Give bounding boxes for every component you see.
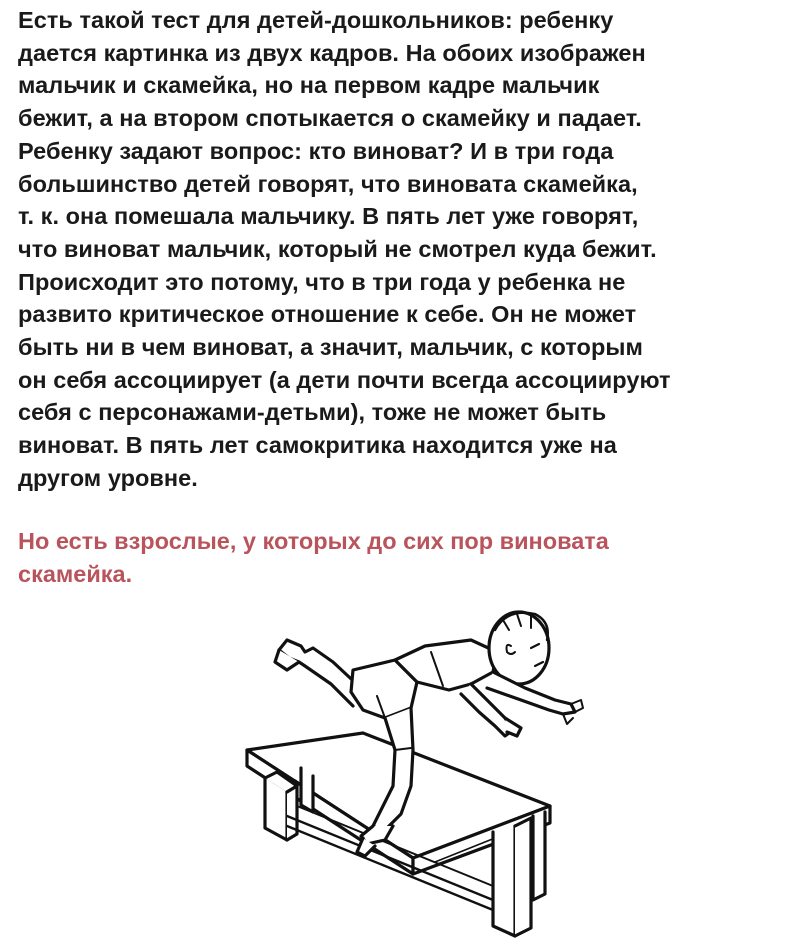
paragraph-line: быть ни в чем виноват, а значит, мальчик, с которым (18, 334, 643, 361)
paragraph-line: Ребенку задают вопрос: кто виноват? И в три года (18, 137, 614, 164)
article-paragraph (18, 4, 788, 495)
paragraph-line: другом уровне. (18, 464, 198, 491)
highlight-line: скамейка. (18, 561, 133, 587)
paragraph-line: Происходит это потому, что в три года у ребенка не (18, 268, 626, 295)
paragraph-line: виноват. В пять лет самокритика находится уже на (18, 432, 617, 459)
paragraph-line: что виноват мальчик, который не смотрел куда бежит. (18, 235, 657, 262)
paragraph-line: развито критическое отношение к себе. Он не может (18, 301, 637, 328)
paragraph-line: себя с персонажами-детьми), тоже не может быть (18, 399, 607, 426)
paragraph-line: большинство детей говорят, что виновата скамейка, (18, 170, 638, 197)
paragraph-line: т. к. она помешала мальчику. В пять лет уже говорят, (18, 203, 639, 230)
paragraph-line: он себя ассоциирует (а дети почти всегда ассоциируют (18, 366, 671, 393)
paragraph-line: Есть такой тест для детей-дошкольников: ребенку (18, 7, 614, 33)
paragraph-line: бежит, а на втором спотыкается о скамейку и падает. (18, 105, 642, 132)
boy-tripping-over-bench-icon (235, 600, 595, 945)
paragraph-line: мальчик и скамейка, но на первом кадре мальчик (18, 72, 600, 99)
paragraph-line: дается картинка из двух кадров. На обоих изображен (18, 39, 646, 66)
highlight-line: Но есть взрослые, у которых до сих пор виновата (18, 528, 609, 554)
highlight-conclusion (18, 525, 788, 591)
